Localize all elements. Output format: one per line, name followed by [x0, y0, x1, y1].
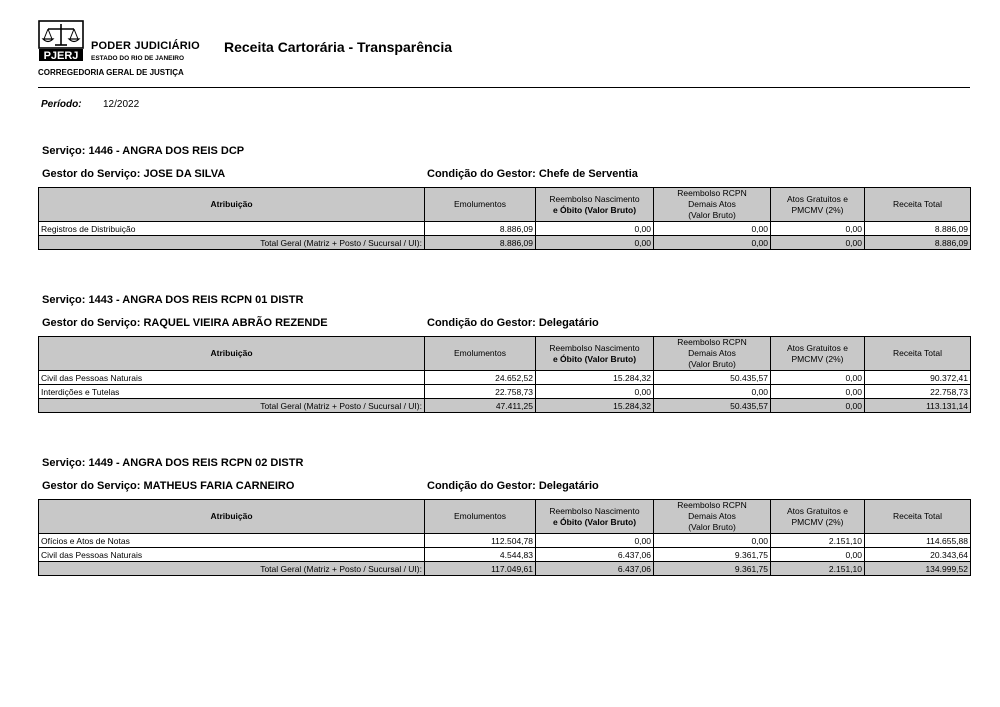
value-cell: 24.652,52 [425, 371, 536, 385]
pjerj-logo [38, 20, 84, 62]
col-reembolso-nascimento: Reembolso Nascimento e Óbito (Valor Bruto) [536, 337, 654, 371]
value-cell: 22.758,73 [865, 385, 971, 399]
value-cell: 0,00 [654, 534, 771, 548]
value-cell: 4.544,83 [425, 548, 536, 562]
total-value-cell: 2.151,10 [771, 562, 865, 576]
report-header [38, 20, 970, 88]
total-value-cell: 8.886,09 [865, 236, 971, 250]
atribuicao-cell: Registros de Distribuição [39, 222, 425, 236]
period [41, 99, 140, 110]
service-title: Serviço: 1443 - ANGRA DOS REIS RCPN 01 DISTR [42, 294, 304, 306]
col-receita-total: Receita Total [865, 500, 971, 534]
total-row [39, 236, 971, 250]
col-atos-gratuitos: Atos Gratuitos e PMCMV (2%) [771, 500, 865, 534]
total-value-cell: 8.886,09 [425, 236, 536, 250]
revenue-table [38, 499, 971, 576]
value-cell: 0,00 [771, 371, 865, 385]
total-value-cell: 0,00 [536, 236, 654, 250]
manager-condition: Condição do Gestor: Delegatário [427, 317, 599, 329]
manager-condition: Condição do Gestor: Delegatário [427, 480, 599, 492]
atribuicao-cell: Ofícios e Atos de Notas [39, 534, 425, 548]
total-row [39, 399, 971, 413]
total-value-cell: 134.999,52 [865, 562, 971, 576]
total-value-cell: 9.361,75 [654, 562, 771, 576]
total-value-cell: 117.049,61 [425, 562, 536, 576]
col-reembolso-rcpn: Reembolso RCPN Demais Atos (Valor Bruto) [654, 337, 771, 371]
header-divider [38, 87, 970, 88]
total-label: Total Geral (Matriz + Posto / Sucursal / UI): [39, 236, 425, 250]
total-value-cell: 47.411,25 [425, 399, 536, 413]
col-atribuicao: Atribuição [39, 500, 425, 534]
total-value-cell: 6.437,06 [536, 562, 654, 576]
total-value-cell: 0,00 [771, 236, 865, 250]
period-label: Período: [41, 99, 82, 110]
value-cell: 2.151,10 [771, 534, 865, 548]
total-value-cell: 113.131,14 [865, 399, 971, 413]
value-cell: 22.758,73 [425, 385, 536, 399]
value-cell: 112.504,78 [425, 534, 536, 548]
value-cell: 0,00 [771, 548, 865, 562]
value-cell: 90.372,41 [865, 371, 971, 385]
corregedoria-label: CORREGEDORIA GERAL DE JUSTIÇA [38, 68, 184, 77]
value-cell: 0,00 [536, 385, 654, 399]
org-subtitle: ESTADO DO RIO DE JANEIRO [91, 55, 185, 62]
service-title: Serviço: 1449 - ANGRA DOS REIS RCPN 02 DISTR [42, 457, 304, 469]
table-row [39, 385, 971, 399]
value-cell: 8.886,09 [865, 222, 971, 236]
value-cell: 8.886,09 [425, 222, 536, 236]
value-cell: 0,00 [771, 222, 865, 236]
value-cell: 50.435,57 [654, 371, 771, 385]
table-header-row [39, 500, 971, 534]
col-atribuicao: Atribuição [39, 188, 425, 222]
col-receita-total: Receita Total [865, 337, 971, 371]
service-title: Serviço: 1446 - ANGRA DOS REIS DCP [42, 145, 245, 157]
total-value-cell: 15.284,32 [536, 399, 654, 413]
revenue-table [38, 336, 971, 413]
value-cell: 0,00 [536, 534, 654, 548]
col-emolumentos: Emolumentos [425, 337, 536, 371]
atribuicao-cell: Civil das Pessoas Naturais [39, 548, 425, 562]
service-manager: Gestor do Serviço: JOSE DA SILVA [42, 168, 226, 180]
col-atos-gratuitos: Atos Gratuitos e PMCMV (2%) [771, 188, 865, 222]
table-row [39, 534, 971, 548]
total-value-cell: 0,00 [771, 399, 865, 413]
value-cell: 15.284,32 [536, 371, 654, 385]
table-header-row [39, 188, 971, 222]
col-emolumentos: Emolumentos [425, 500, 536, 534]
col-reembolso-nascimento: Reembolso Nascimento e Óbito (Valor Bruto) [536, 188, 654, 222]
revenue-table [38, 187, 971, 250]
total-label: Total Geral (Matriz + Posto / Sucursal / UI): [39, 399, 425, 413]
manager-condition: Condição do Gestor: Chefe de Serventia [427, 168, 638, 180]
table-row [39, 548, 971, 562]
col-reembolso-nascimento: Reembolso Nascimento e Óbito (Valor Bruto) [536, 500, 654, 534]
total-value-cell: 50.435,57 [654, 399, 771, 413]
col-atos-gratuitos: Atos Gratuitos e PMCMV (2%) [771, 337, 865, 371]
value-cell: 20.343,64 [865, 548, 971, 562]
value-cell: 0,00 [536, 222, 654, 236]
org-name: PODER JUDICIÁRIO [91, 40, 200, 52]
atribuicao-cell: Civil das Pessoas Naturais [39, 371, 425, 385]
value-cell: 0,00 [654, 222, 771, 236]
value-cell: 0,00 [654, 385, 771, 399]
table-header-row [39, 337, 971, 371]
period-value: 12/2022 [103, 99, 140, 110]
total-label: Total Geral (Matriz + Posto / Sucursal / UI): [39, 562, 425, 576]
col-reembolso-rcpn: Reembolso RCPN Demais Atos (Valor Bruto) [654, 500, 771, 534]
col-atribuicao: Atribuição [39, 337, 425, 371]
service-manager: Gestor do Serviço: RAQUEL VIEIRA ABRÃO REZENDE [42, 317, 328, 329]
col-reembolso-rcpn: Reembolso RCPN Demais Atos (Valor Bruto) [654, 188, 771, 222]
atribuicao-cell: Interdições e Tutelas [39, 385, 425, 399]
col-emolumentos: Emolumentos [425, 188, 536, 222]
total-value-cell: 0,00 [654, 236, 771, 250]
value-cell: 9.361,75 [654, 548, 771, 562]
value-cell: 6.437,06 [536, 548, 654, 562]
total-row [39, 562, 971, 576]
service-manager: Gestor do Serviço: MATHEUS FARIA CARNEIRO [42, 480, 295, 492]
logo-text: PJERJ [43, 50, 79, 62]
report-title: Receita Cartorária - Transparência [224, 39, 452, 55]
value-cell: 114.655,88 [865, 534, 971, 548]
value-cell: 0,00 [771, 385, 865, 399]
table-row [39, 371, 971, 385]
table-row [39, 222, 971, 236]
col-receita-total: Receita Total [865, 188, 971, 222]
